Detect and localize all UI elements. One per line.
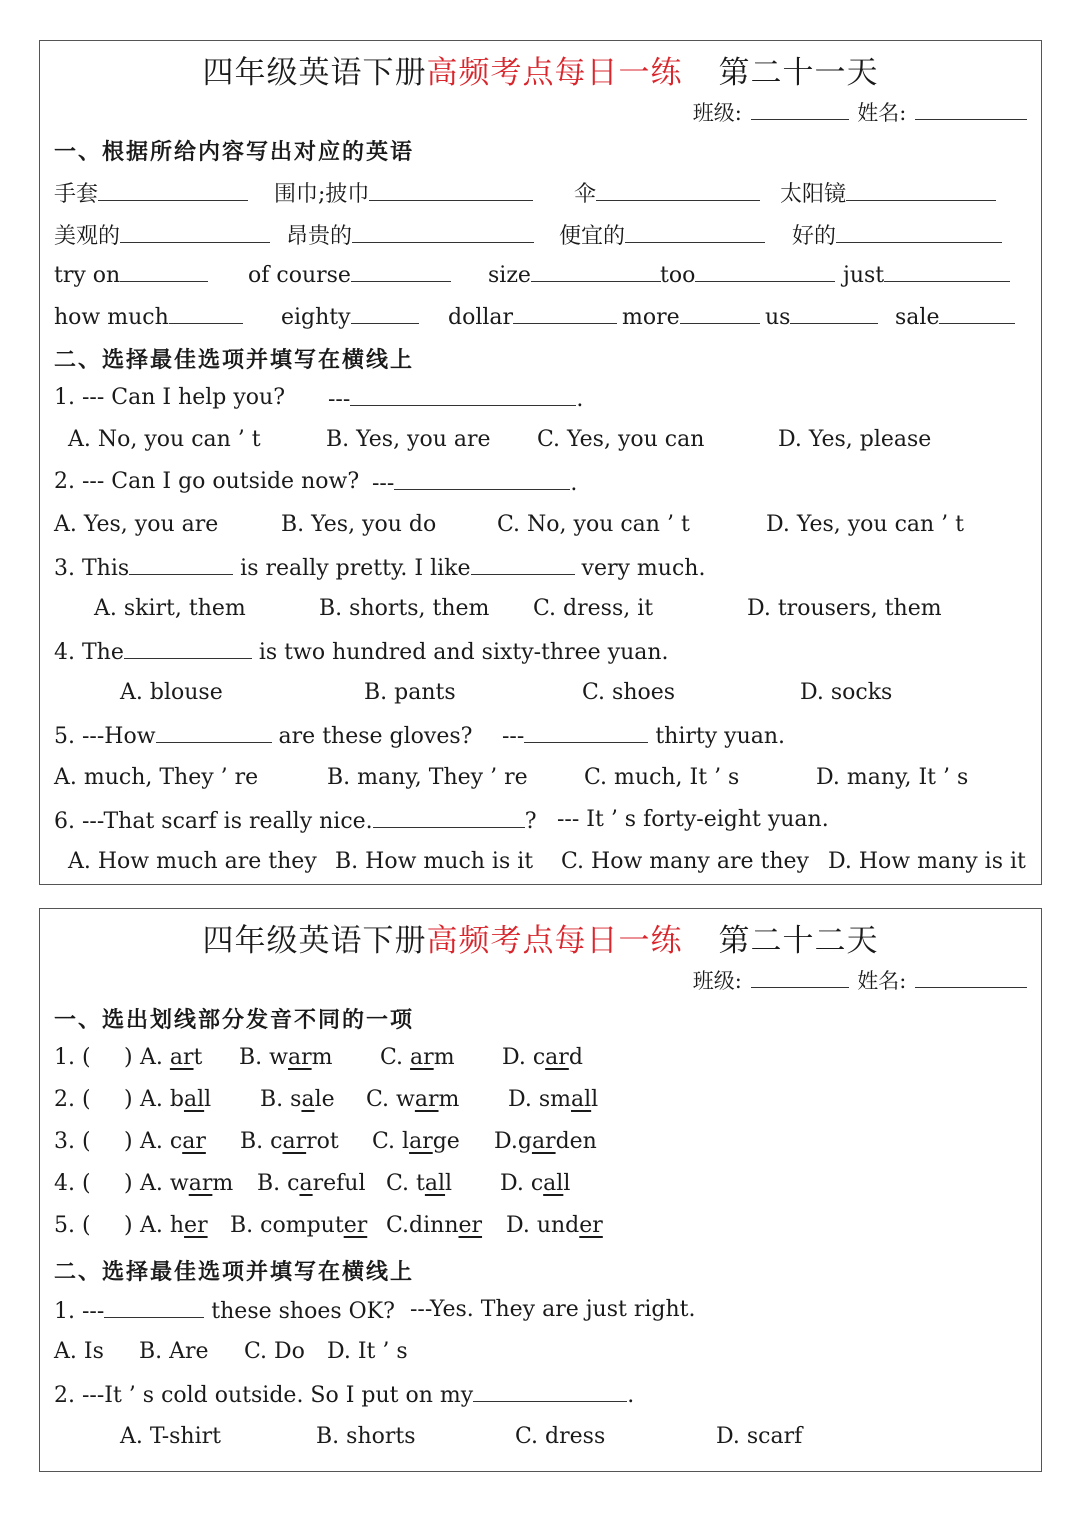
period: .: [627, 1383, 635, 1408]
option[interactable]: B. How much is it: [335, 849, 534, 874]
vocab-item: [792, 219, 1002, 250]
option[interactable]: D. Yes, please: [778, 427, 932, 452]
vocab-word: 便宜的: [559, 224, 626, 249]
vocab-item: [559, 219, 765, 250]
word-part: B. c: [257, 1171, 300, 1196]
word-part: l: [591, 1087, 599, 1112]
word-part: C. w: [366, 1087, 415, 1112]
underlined-letters: er: [458, 1213, 483, 1238]
answer-paren[interactable]: ): [124, 1171, 133, 1196]
word-part: B. comput: [230, 1213, 344, 1238]
underlined-letters: al: [543, 1171, 564, 1196]
option[interactable]: C. much, It ’ s: [584, 765, 740, 790]
question-stem: [54, 722, 472, 749]
word-part: D.g: [494, 1129, 532, 1154]
worksheet-day-21: [39, 40, 1042, 885]
word-part: m: [438, 1087, 460, 1112]
answer-blank[interactable]: [104, 1297, 204, 1318]
period: .: [570, 471, 578, 496]
answer-blank[interactable]: [373, 807, 525, 828]
vocab-word: sale: [895, 305, 940, 330]
word-part: D. sm: [508, 1087, 571, 1112]
answer-blank[interactable]: [790, 303, 878, 324]
phonics-option[interactable]: [140, 1045, 202, 1070]
underlined-letters: al: [183, 1087, 205, 1112]
word-part: l: [563, 1171, 571, 1196]
answer-blank[interactable]: [846, 180, 996, 201]
word-part: A. b: [140, 1087, 184, 1112]
word-part: rot: [306, 1129, 339, 1154]
vocab-item: [622, 303, 760, 330]
answer-paren[interactable]: ): [124, 1045, 133, 1070]
option[interactable]: B. Are: [139, 1339, 209, 1364]
name-blank[interactable]: [915, 101, 1027, 120]
word-part: l: [204, 1087, 212, 1112]
answer-blank[interactable]: [156, 722, 272, 743]
period: .: [576, 387, 584, 412]
answer-blank[interactable]: [939, 303, 1015, 324]
option[interactable]: B. pants: [364, 680, 456, 705]
answer-blank[interactable]: [394, 469, 570, 490]
phonics-option[interactable]: [500, 1171, 570, 1196]
question-stem: [54, 1297, 395, 1324]
option[interactable]: A. T-shirt: [120, 1424, 221, 1449]
option[interactable]: B. Yes, you do: [281, 512, 437, 537]
underlined-letters: ar: [409, 1129, 433, 1154]
dash: ---: [372, 471, 395, 496]
word-part: B. c: [240, 1129, 283, 1154]
section-title: 二、选择最佳选项并填写在横线上: [54, 1259, 415, 1285]
question-number: 1. (: [54, 1045, 91, 1070]
underlined-letters: er: [579, 1213, 603, 1238]
option[interactable]: D. many, It ’ s: [816, 765, 969, 790]
answer-line: [372, 469, 577, 496]
phonics-option[interactable]: [140, 1087, 211, 1112]
answer-blank[interactable]: [524, 722, 648, 743]
word-part: B. s: [260, 1087, 302, 1112]
phonics-option[interactable]: [239, 1045, 333, 1070]
word-part: A. h: [140, 1213, 185, 1238]
class-blank[interactable]: [751, 101, 849, 120]
vocab-item: [54, 261, 208, 288]
word-part: D. c: [502, 1045, 546, 1070]
worksheet-title: [40, 915, 1041, 960]
underlined-letters: ar: [287, 1045, 312, 1070]
answer-blank[interactable]: [352, 222, 534, 243]
answer-line: [502, 722, 785, 749]
answer-line: ---Yes. They are just right.: [410, 1297, 696, 1322]
question-stem: [54, 469, 359, 494]
vocab-item: [765, 303, 878, 330]
question-stem: [54, 638, 669, 665]
stem-text: 5. ---How: [54, 724, 156, 749]
option[interactable]: A. No, you can ’ t: [68, 427, 261, 452]
stem-text: 2. ---It ’ s cold outside. So I put on my: [54, 1383, 474, 1408]
option[interactable]: C. dress, it: [533, 596, 654, 621]
option[interactable]: D. It ’ s: [327, 1339, 408, 1364]
vocab-item: [281, 303, 419, 330]
vocab-word: 美观的: [54, 224, 121, 249]
answer-blank[interactable]: [351, 261, 451, 282]
answer-line: [328, 385, 583, 412]
vocab-item: [248, 261, 451, 288]
vocab-word: 手套: [54, 182, 99, 207]
word-part: B. w: [239, 1045, 288, 1070]
question-number: 4. (: [54, 1171, 91, 1196]
underlined-letters: ar: [410, 1045, 434, 1070]
name-label: 姓名:: [857, 101, 907, 125]
section-title: 二、选择最佳选项并填写在横线上: [54, 347, 415, 373]
class-blank[interactable]: [751, 969, 849, 988]
name-blank[interactable]: [915, 969, 1027, 988]
stem-text: 2. --- Can I go outside now?: [54, 469, 360, 494]
vocab-item: [574, 177, 760, 208]
stem-text: are these gloves?: [278, 724, 473, 749]
answer-blank[interactable]: [120, 222, 270, 243]
phonics-option[interactable]: [386, 1213, 482, 1238]
word-part: le: [314, 1087, 335, 1112]
stem-text: 4. The: [54, 640, 124, 665]
answer-blank[interactable]: [884, 261, 1010, 282]
vocab-item: [488, 261, 661, 288]
phonics-option[interactable]: [240, 1129, 339, 1154]
option[interactable]: D. scarf: [716, 1424, 803, 1449]
option[interactable]: C. shoes: [582, 680, 676, 705]
vocab-item: [780, 177, 996, 208]
answer-blank[interactable]: [169, 303, 243, 324]
word-part: C. t: [386, 1171, 425, 1196]
phonics-option[interactable]: [372, 1129, 460, 1154]
answer-blank[interactable]: [695, 261, 835, 282]
stem-text: these shoes OK?: [211, 1299, 395, 1324]
answer-blank[interactable]: [369, 180, 533, 201]
answer-blank[interactable]: [596, 180, 760, 201]
phonics-option[interactable]: [260, 1087, 335, 1112]
underlined-letters: ar: [182, 1129, 206, 1154]
word-part: A. c: [140, 1129, 183, 1154]
answer-blank[interactable]: [129, 554, 233, 575]
option[interactable]: D. socks: [800, 680, 893, 705]
answer-line: --- It ’ s forty-eight yuan.: [557, 807, 829, 832]
option[interactable]: B. shorts: [316, 1424, 416, 1449]
option[interactable]: A. skirt, them: [94, 596, 246, 621]
vocab-item: [448, 303, 617, 330]
option[interactable]: B. shorts, them: [319, 596, 490, 621]
vocab-item: [660, 261, 835, 288]
word-part: C.: [380, 1045, 411, 1070]
word-part: reful: [312, 1171, 366, 1196]
option[interactable]: C. No, you can ’ t: [497, 512, 690, 537]
stem-text: is two hundred and sixty-three yuan.: [258, 640, 669, 665]
class-label: 班级:: [692, 969, 742, 993]
answer-blank[interactable]: [351, 303, 419, 324]
answer-blank[interactable]: [350, 385, 576, 406]
phonics-option[interactable]: [502, 1045, 583, 1070]
word-part: l: [445, 1171, 453, 1196]
question-stem: [54, 554, 705, 581]
answer-blank[interactable]: [120, 261, 208, 282]
underlined-letters: ar: [188, 1171, 213, 1196]
word-part: t: [193, 1045, 203, 1070]
vocab-word: 围巾;披巾: [274, 182, 370, 207]
phonics-option[interactable]: [257, 1171, 366, 1196]
phonics-option[interactable]: [506, 1213, 603, 1238]
word-part: den: [555, 1129, 597, 1154]
answer-blank[interactable]: [625, 222, 765, 243]
phonics-option[interactable]: [386, 1171, 452, 1196]
title-prefix: 四年级英语下册: [202, 55, 427, 91]
vocab-item: [286, 219, 534, 250]
question-stem: [54, 807, 536, 834]
word-part: A.: [140, 1045, 170, 1070]
dash: ---: [502, 724, 525, 749]
answer-blank[interactable]: [471, 554, 575, 575]
dash: ---: [328, 387, 351, 412]
vocab-item: [843, 261, 1010, 288]
underlined-letters: ar: [531, 1129, 556, 1154]
phonics-option[interactable]: [508, 1087, 598, 1112]
option[interactable]: C. How many are they: [561, 849, 809, 874]
phonics-option[interactable]: [140, 1171, 233, 1196]
vocab-word: size: [488, 263, 531, 288]
word-part: m: [212, 1171, 234, 1196]
vocab-word: more: [622, 305, 680, 330]
phonics-option[interactable]: [494, 1129, 597, 1154]
underlined-letters: al: [571, 1087, 592, 1112]
option[interactable]: C. Do: [244, 1339, 305, 1364]
stem-text: thirty yuan.: [655, 724, 786, 749]
vocab-word: 昂贵的: [286, 224, 353, 249]
vocab-word: eighty: [281, 305, 351, 330]
vocab-item: [54, 303, 243, 330]
section-title: 一、根据所给内容写出对应的英语: [54, 139, 415, 165]
word-part: m: [433, 1045, 455, 1070]
option[interactable]: D. Yes, you can ’ t: [766, 512, 965, 537]
vocab-item: [274, 177, 533, 208]
word-part: C.dinn: [386, 1213, 459, 1238]
student-info: [693, 97, 1029, 127]
vocab-word: us: [765, 305, 791, 330]
option[interactable]: C. dress: [515, 1424, 606, 1449]
vocab-word: of course: [248, 263, 351, 288]
answer-paren[interactable]: ): [124, 1087, 133, 1112]
word-part: m: [311, 1045, 333, 1070]
answer-blank[interactable]: [680, 303, 760, 324]
underlined-letters: ar: [282, 1129, 307, 1154]
phonics-option[interactable]: [140, 1129, 206, 1154]
vocab-word: 好的: [792, 224, 837, 249]
question-number: 3. (: [54, 1129, 91, 1154]
question-mark: ?: [524, 809, 537, 834]
answer-paren[interactable]: ): [124, 1213, 133, 1238]
vocab-word: too: [660, 263, 696, 288]
vocab-word: how much: [54, 305, 169, 330]
stem-text: 6. ---That scarf is really nice.: [54, 809, 373, 834]
word-part: C. l: [372, 1129, 410, 1154]
option[interactable]: D. How many is it: [828, 849, 1026, 874]
phonics-option[interactable]: [230, 1213, 367, 1238]
answer-blank[interactable]: [473, 1381, 627, 1402]
underlined-letters: al: [424, 1171, 446, 1196]
question-stem: [54, 1381, 634, 1408]
question-number: 5. (: [54, 1213, 91, 1238]
phonics-option[interactable]: [366, 1087, 459, 1112]
title-day: 第二十一天: [718, 55, 879, 91]
underlined-letters: a: [301, 1087, 315, 1112]
stem-text: is really pretty. I like: [240, 556, 471, 581]
title-day: 第二十二天: [718, 923, 879, 959]
title-highlight: 高频考点每日一练: [426, 923, 683, 959]
option[interactable]: B. many, They ’ re: [327, 765, 528, 790]
option[interactable]: A. much, They ’ re: [54, 765, 259, 790]
vocab-item: [895, 303, 1015, 330]
question-stem: [54, 385, 285, 410]
stem-text: 1. ---: [54, 1299, 105, 1324]
vocab-item: [54, 177, 248, 208]
answer-blank[interactable]: [124, 638, 252, 659]
underlined-letters: er: [343, 1213, 368, 1238]
title-highlight: 高频考点每日一练: [426, 55, 683, 91]
option[interactable]: A. How much are they: [68, 849, 317, 874]
option[interactable]: A. Is: [54, 1339, 104, 1364]
vocab-item: [54, 219, 270, 250]
vocab-word: 太阳镜: [780, 182, 847, 207]
title-prefix: 四年级英语下册: [202, 923, 427, 959]
answer-blank[interactable]: [531, 261, 661, 282]
option[interactable]: D. trousers, them: [747, 596, 942, 621]
worksheet-day-22: [39, 908, 1042, 1472]
stem-text: 1. --- Can I help you?: [54, 385, 286, 410]
answer-blank[interactable]: [513, 303, 617, 324]
option[interactable]: B. Yes, you are: [326, 427, 491, 452]
option[interactable]: A. blouse: [120, 680, 223, 705]
question-number: 2. (: [54, 1087, 91, 1112]
vocab-word: dollar: [448, 305, 514, 330]
answer-blank[interactable]: [98, 180, 248, 201]
section-title: 一、选出划线部分发音不同的一项: [54, 1007, 415, 1033]
word-part: d: [568, 1045, 583, 1070]
underlined-letters: er: [184, 1213, 208, 1238]
word-part: D. und: [506, 1213, 580, 1238]
stem-text: 3. This: [54, 556, 130, 581]
phonics-option[interactable]: [140, 1213, 208, 1238]
word-part: A. w: [140, 1171, 189, 1196]
underlined-letters: ar: [414, 1087, 439, 1112]
word-part: D. c: [500, 1171, 544, 1196]
vocab-word: try on: [54, 263, 121, 288]
option[interactable]: C. Yes, you can: [537, 427, 705, 452]
vocab-word: just: [843, 263, 885, 288]
underlined-letters: ar: [545, 1045, 569, 1070]
answer-blank[interactable]: [836, 222, 1002, 243]
vocab-word: 伞: [574, 182, 597, 207]
name-label: 姓名:: [857, 969, 907, 993]
phonics-option[interactable]: [380, 1045, 455, 1070]
stem-text: very much.: [581, 556, 706, 581]
option[interactable]: A. Yes, you are: [54, 512, 219, 537]
underlined-letters: a: [299, 1171, 313, 1196]
underlined-letters: ar: [169, 1045, 194, 1070]
word-part: ge: [432, 1129, 460, 1154]
answer-paren[interactable]: ): [124, 1129, 133, 1154]
student-info: [693, 965, 1029, 995]
worksheet-title: [40, 47, 1041, 92]
class-label: 班级:: [692, 101, 742, 125]
